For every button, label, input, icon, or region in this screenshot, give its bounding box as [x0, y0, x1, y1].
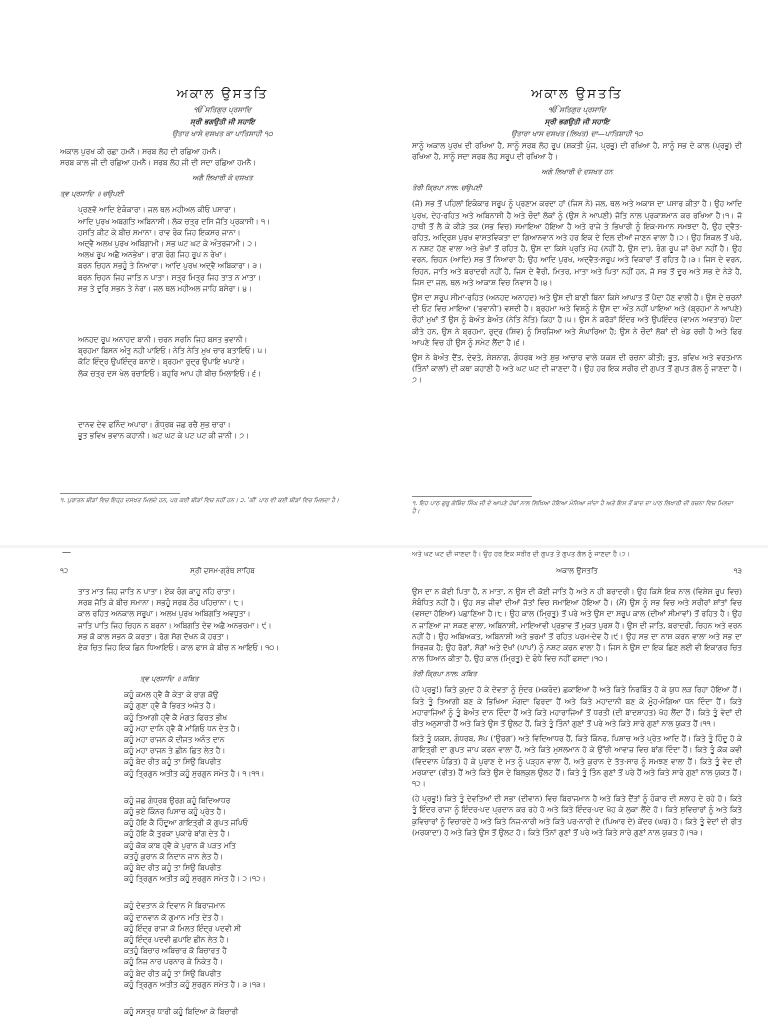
running-head-title: ਸ੍ਰੀ ਦਸਮ-ਗ੍ਰੰਥ ਸਾਹਿਬ	[190, 566, 255, 575]
verse-line: ਜਾਤਿ ਪਾਤਿ ਜਿਹ ਚਿਹਨ ਨ ਬਰਨਾ। ਅਬਿਗਤਿ ਦੇਵ ਅਛੈ ਅਨਭਰਮਾ। ੯।	[78, 620, 272, 630]
footnote-rule	[60, 493, 180, 494]
verse-line: ਕਹੂੰ ਹੋਇ ਕੈ ਹਿੰਦੂਆ ਗਾਇਤ੍ਰੀ ਕੋ ਗੁਪਤ ਜਪਿਓ	[124, 818, 249, 828]
bottom-left-column	[60, 586, 385, 1024]
footnote: ੧. ਇਹ ਪਾਠ ਗੁਰੂ ਗੋਬਿੰਦ ਸਿੰਘ ਜੀ ਦੇ ਆਪਣੇ ਹੱਥਾਂ ਨਾਲ ਲਿਖਿਆ ਹੋਇਆ ਮੰਨਿਆ ਜਾਂਦਾ ਹੈ ਅਤੇ ਇਸ ਤੋਂ ਬਾਦ ਦਾ ਪਾਠ ਲਿਖਾਰੀ ਦੀ ਰਚਨਾ ਵਿਚ ਮਿਲਦਾ ਹੈ।	[412, 500, 733, 515]
translation-paragraph: ਉਸ ਦਾ ਨ ਕੋਈ ਪਿਤਾ ਹੈ, ਨ ਮਾਤਾ, ਨ ਉਸ ਦੀ ਕੋਈ ਜਾਤਿ ਹੈ ਅਤੇ ਨ ਹੀ ਬਰਾਦਰੀ। ਉਹ ਕਿਸੇ ਇਕ ਨਾਲ (ਵਿਸ਼ੇਸ਼ ਰੂਪ ਵਿਚ) ਸੰਬੰਧਿਤ ਨਹੀਂ ਹੈ। ਉਹ ਸਭ ਜੀਵਾਂ ਦੀਆਂ ਜੋਤਾਂ ਵਿਚ ਸਮਾਇਆ ਹੋਇਆ ਹੈ। (ਮੈਂ) ਉਸ ਨੂੰ ਸਭ ਵਿਚ ਅਤੇ ਸਰੀਰਾਂ ਸ਼ਾਂਤਾਂ ਵਿਚ (ਵਸਦਾ ਹੋਇਆ) ਪਛਾਣਿਆ ਹੈ।੮। ਉਹ ਕਾਲ (ਮ੍ਰਿਤੂ) ਤੋਂ ਪਰੇ ਅਤੇ ਉਸ ਦਾ ਸਰੂਪ ਕਾਲ (ਦੀਆਂ ਸੀਮਾਵਾਂ) ਤੋਂ ਰਹਿਤ ਹੈ। ਉਹ ਨ ਜਾਣਿਆ ਜਾ ਸਕਣ ਵਾਲਾ, ਅਬਿਨਾਸ਼ੀ, ਮਾਇਆਵੀ ਪ੍ਰਭਾਵ ਤੋਂ ਮੁਕਤ ਪੁਰਸ਼ ਹੈ। ਉਸ ਦੀ ਜਾਤਿ, ਬਰਾਦਰੀ, ਚਿਹਨ ਅਤੇ ਵਰਨ ਨਹੀਂ ਹੈ। ਉਹ ਅਬਿਅਕਤ, ਅਬਿਨਾਸ਼ੀ ਅਤੇ ਭਰਮਾਂ ਤੋਂ ਰਹਿਤ ਪਰਮ-ਦੇਵ ਹੈ।੯। ਉਹ ਸਭ ਦਾ ਨਾਸ਼ ਕਰਨ ਵਾਲਾ ਅਤੇ ਸਭ ਦਾ ਸਿਰਜਕ ਹੈ; ਉਹ ਰੋਗਾਂ, ਸੋਗਾਂ ਅਤੇ ਦੋਖਾਂ (ਪਾਪਾਂ) ਨੂੰ ਨਸ਼ਟ ਕਰਨ ਵਾਲਾ ਹੈ। ਜਿਸ ਨੇ ਉਸ ਦਾ ਇਕ ਛਿਣ ਲਈ ਵੀ ਇਕਾਗਰ ਚਿਤ ਨਾਲ ਧਿਆਨ ਕੀਤਾ ਹੈ, ਉਹ ਕਾਲ (ਮ੍ਰਿਤੂ) ਦੇ ਫੰਧੇ ਵਿਚ ਨਹੀਂ ਫਸਦਾ।੧੦।	[412, 587, 742, 664]
verse-line: ਅਲਖ ਰੂਪ ਅਛੈ ਅਨਭੇਖਾ। ਰਾਗ ਰੰਗ ਜਿਹ ਰੂਪ ਨ ਰੇਖਾ।	[78, 250, 227, 260]
invocation-bhagauti: ਸ੍ਰੀ ਭਗਉਤੀ ਜੀ ਸਹਾਇ	[544, 117, 610, 126]
verse-line: ਬਰਨ ਚਿਹਨ ਜਿਹ ਜਾਤਿ ਨ ਪਾਤਾ। ਸਤ੍ਰ ਮਿਤ੍ਰ ਜਿਹ ਤਾਤ ਨ ਮਾਤਾ।	[78, 272, 261, 282]
verse-line: ਆਦਿ ਪੁਰਖ ਅਬਗਤਿ ਅਬਿਨਾਸੀ। ਲੋਕ ਚਤ੍ਰ ਦਸਿ ਜੋਤਿ ਪ੍ਰਕਾਸੀ। ੧।	[78, 216, 271, 226]
verse-line: ਪ੍ਰਣਵੋ ਆਦਿ ਏਕੰਕਾਰਾ। ਜਲ ਥਲ ਮਹੀਅਲ ਕੀਓ ਪਸਾਰਾ।	[78, 205, 236, 215]
verse-line: ਕਹੂੰ ਨਿਜ ਨਾਰ ਪਰਨਾਰ ਕੇ ਨਿਕੇਤ ਹੈ।	[124, 957, 223, 967]
verse-line: ਏਕ ਚਿਤ ਜਿਹ ਇਕ ਛਿਨ ਧਿਆਇਓ। ਕਾਲ ਫਾਸ ਕੇ ਬੀਚ ਨ ਆਇਓ। ੧੦।	[78, 643, 280, 653]
page-title: ਅਕਾਲ ਉਸਤਤਿ	[176, 87, 269, 102]
verse-line: ਕਹੂੰ ਤ੍ਰਿਗੁਨ ਅਤੀਤ ਕਹੂੰ ਸੁਰਗੁਨ ਸਮੇਤ ਹੈ। ੨।੧੨।	[124, 874, 266, 884]
verse-line: ਕਹੂੰ ਬੇਦ ਰੀਤ ਕਹੂੰ ਤਾ ਸਿਉ ਬਿਪਰੀਤ	[124, 757, 222, 767]
verse-line: ਕਹੂੰ ਗੁਣਾ ਹ੍ਵੈ ਕੈ ਭਿਰਤ ਅਜੇਤ ਹੈ।	[124, 701, 216, 711]
running-head-title: ਅਕਾਲ ਉਸਤਤਿ	[556, 566, 598, 575]
verse-line: ਹਸਤਿ ਕੀਟ ਕੇ ਬੀਚ ਸਮਾਨਾ। ਰਾਵ ਰੰਕ ਜਿਹ ਇਕਸਰ ਜਾਨਾ।	[78, 227, 241, 237]
invocation-ik-onkar: ੴ ਸਤਿਗੁਰ ਪ੍ਰਸਾਦਿ	[193, 105, 252, 114]
page-title: ਅਕਾਲ ਉਸਤਤਿ	[531, 87, 623, 102]
verse-line: ਕਹੂੰ ਮਹਾ ਰਾਜਨ ਕੋ ਦੀਜਤ ਅਨੰਤ ਦਾਨ	[124, 735, 225, 745]
verse-line: ਕਹੂੰ ਕਮਲ ਹ੍ਵੈ ਕੈ ਕੇਤਾ ਕੇ ਰਾਗ ਕੋਉ	[124, 690, 219, 700]
invocation-ik-onkar: ੴ ਸਤਿਗੁਰ ਪ੍ਰਸਾਦਿ	[548, 105, 606, 114]
verse-line: ਸਭ ਕੋ ਕਾਲ ਸਭਨ ਕੋ ਕਰਤਾ। ਰੋਗ ਸੋਗ ਦੋਖਨ ਕੋ ਹਰਤਾ।	[78, 631, 229, 641]
verse-line: ਕਹੂੰ ਇੰਦ੍ਰ ਰਾਜਾ ਕੋ ਮਿਲਤ ਇੰਦ੍ਰ ਪਦਵੀ ਸੀ	[124, 923, 242, 933]
verse-line: ਸਭ ਤੇ ਦੂਰਿ ਸਭਨ ਤੇ ਨੇਰਾ। ਜਲ ਥਲ ਮਹੀਅਲ ਜਾਹਿ ਬਸੇਰਾ। ੪।	[78, 283, 252, 293]
verse-line: ਦਾਨਵ ਦੇਵ ਫਨਿੰਦ ਅਪਾਰਾ। ਗੰਧ੍ਰਬ ਜਛ ਰਚੈ ਸੁਭ ਚਾਰਾ।	[78, 419, 231, 429]
verse-block	[60, 900, 385, 990]
section-heading: ਤ੍ਵ ਪ੍ਰਸਾਦਿ ॥ ਕਬਿਤ	[140, 675, 199, 684]
verse-line: ਬ੍ਰਹਮਾ ਬਿਸਨ ਅੰਤੁ ਨਹੀ ਪਾਇਓ। ਨੇਤਿ ਨੇਤਿ ਮੁਖ ਚਾਰ ਬਤਾਇਓ। ੫।	[78, 346, 267, 356]
verse-block	[60, 334, 385, 379]
page-number: ੧੩	[733, 566, 742, 575]
section-heading: ਅਗੈ ਲਿਖਾਰੀ ਕੇ ਦਸਖਤ	[192, 174, 253, 183]
verse-line: ਕਹੂੰ ਬੇਦ ਰੀਤ ਕਹੂੰ ਤਾ ਸਿਉ ਬਿਪਰੀਤ	[124, 863, 222, 873]
verse-block	[60, 795, 385, 885]
verse-line: ਬਰਨ ਚਿਹਨ ਸਭਹੂੰ ਤੇ ਨਿਆਰਾ। ਆਦਿ ਪੁਰਖ ਅਦ੍ਵੈ ਅਬਿਕਾਰਾ। ੩।	[78, 261, 262, 271]
translation-paragraph: ਉਸ ਨੇ ਬੇਅੰਤ ਦੈਂਤ, ਦੇਵਤੇ, ਸ਼ੇਸ਼ਨਾਗ, ਗੰਧਰਬ ਅਤੇ ਸ਼ੁਭ ਆਚਾਰ ਵਾਲੇ ਯਕਸ਼ ਦੀ ਰਚਨਾ ਕੀਤੀ; ਭੂਤ, ਭਵਿਖ ਅਤੇ ਵਰਤਮਾਨ (ਤਿੰਨਾਂ ਕਾਲਾਂ) ਦੀ ਕਥਾ ਕਹਾਣੀ ਹੈ ਅਤੇ ਘਟ ਘਟ ਦੀ ਜਾਣਦਾ ਹੈ। ਉਹ ਹਰ ਇਕ ਸਰੀਰ ਦੀ ਗੁਪਤ ਤੋਂ ਗੁਪਤ ਗੱਲ ਨੂੰ ਜਾਣਦਾ ਹੈ।੭।	[412, 353, 742, 385]
footnote-rule	[412, 496, 532, 497]
verse-line: ਕਾਲ ਰਹਿਤ ਅਨਕਾਲ ਸਰੂਪਾ। ਅਲਖ ਪੁਰਖ ਅਬਿਗਤਿ ਅਵਧੂਤਾ।	[78, 609, 251, 619]
translation-paragraph: ਉਸ ਦਾ ਸਰੂਪ ਸੀਮਾ-ਰਹਿਤ (ਅਨਹਦ ਅਨਾਹਦ) ਅਤੇ ਉਸ ਦੀ ਬਾਣੀ ਬਿਨਾ ਕਿਸੇ ਆਘਾਤ ਤੋਂ ਪੈਦਾ ਹੋਣ ਵਾਲੀ ਹੈ। ਉਸ ਦੇ ਚਰਨਾਂ ਦੀ ਓਟ ਵਿਚ ਮਾਇਆ (‘ਭਵਾਨੀ’) ਵਸਦੀ ਹੈ। ਬ੍ਰਹਮਾ ਅਤੇ ਵਿਸ਼ਨੂੰ ਨੇ ਉਸ ਦਾ ਅੰਤ ਨਹੀਂ ਪਾਇਆ ਅਤੇ (ਬ੍ਰਹਮਾ ਨੇ ਆਪਣੇ) ਚੌਹਾਂ ਮੁਖਾਂ ਤੋਂ ਉਸ ਨੂੰ ਬੇਅੰਤ ਬੇਅੰਤ (ਨੇਤਿ ਨੇਤਿ) ਕਿਹਾ ਹੈ।੫। ਉਸ ਨੇ ਕਰੋੜਾਂ ਇੰਦਰ ਅਤੇ ਉਪਇੰਦਰ (ਵਾਮਨ ਅਵਤਾਰ) ਪੈਦਾ ਕੀਤੇ ਹਨ, ਉਸ ਨੇ ਬ੍ਰਹਮਾ, ਰੁਦ੍ਰ (ਸ਼ਿਵ) ਨੂੰ ਸਿਰਜਿਆ ਅਤੇ ਸੰਘਾਰਿਆ ਹੈ; ਉਸ ਨੇ ਚੌਦਾਂ ਲੋਕਾਂ ਦੀ ਖੇਡ ਰਚੀ ਹੈ ਅਤੇ ਫਿਰ ਆਪਣੇ ਵਿਚ ਹੀ ਉਸ ਨੂੰ ਸਮੇਟ ਲੈਂਦਾ ਹੈ।੬।	[412, 293, 742, 347]
verse-line: ਅਨਹਦ ਰੂਪ ਅਨਾਹਦ ਬਾਨੀ। ਚਰਨ ਸਰਨਿ ਜਿਹ ਬਸਤ ਭਵਾਨੀ।	[78, 335, 248, 345]
verse-line: ਕੋਟਿ ਇੰਦ੍ਰ ਉਪਇੰਦ੍ਰ ਬਨਾਏ। ਬ੍ਰਹਮਾ ਰੁਦ੍ਰ ਉਪਾਇ ਖਪਾਏ।	[78, 357, 245, 367]
section-heading: ਤ੍ਵ ਪ੍ਰਸਾਦਿ ॥ ਚਉਪਈ	[60, 190, 124, 199]
section-heading: ਤੇਰੀ ਕ੍ਰਿਪਾ ਨਾਲ: ਚਉਪਈ	[412, 184, 482, 193]
invocation-utar: ਉਤਾਰ ਖਾਸੇ ਦਸਖਤ ਕਾ ਪਾਤਿਸਾਹੀ ੧੦	[172, 129, 273, 138]
translation-paragraph: (ਹੇ ਪ੍ਰਭੂ!) ਕਿਤੇ ਕੁਮੁਦ ਹੋ ਕੇ ਦੇਵਤਾ ਨੂੰ ਸੁੰਦਰ (ਮਕਰੰਦ) ਛਕਾਇਆ ਹੈ ਅਤੇ ਕਿਤੇ ਨਿਰਬਿੰਤ ਹੋ ਕੇ ਯੁਧ ਲੜ ਰਿਹਾ ਹੋਇਆ ਹੈਂ। ਕਿਤੇ ਤੂੰ ਤਿਆਗੀ ਬਣ ਕੇ ਭਿਖਿਆ ਮੰਗਦਾ ਫਿਰਦਾ ਹੈਂ ਅਤੇ ਕਿਤੇ ਮਹਾਦਾਨੀ ਬਣ ਕੇ ਮੂੰਹ-ਮੰਗਿਆ ਧਨ ਦਿੰਦਾ ਹੈਂ। ਕਿਤੇ ਮਹਾਰਾਜਿਆਂ ਨੂੰ ਤੂੰ ਬੇਅੰਤ ਦਾਨ ਦਿੰਦਾ ਹੈਂ ਅਤੇ ਕਿਤੇ ਮਹਾਰਾਜਿਆਂ ਤੋਂ ਧਰਤੀ (ਦੀ ਬਾਦਸ਼ਾਹਤ) ਖੋਹ ਲੈਂਦਾ ਹੈਂ। ਕਿਤੇ ਤੂੰ ਵੇਦਾਂ ਦੀ ਰੀਤ ਅਨੁਸਾਰੀ ਹੈਂ ਅਤੇ ਕਿਤੇ ਉਸ ਤੋਂ ਉਲਟ ਹੈਂ, ਕਿਤੇ ਤੂੰ ਤਿੰਨਾਂ ਗੁਣਾਂ ਤੋਂ ਪਰੇ ਅਤੇ ਕਿਤੇ ਸਾਰੇ ਗੁਣਾਂ ਨਾਲ ਯੁਕਤ ਹੈਂ।੧੧।	[412, 685, 742, 729]
verse-block	[60, 586, 385, 653]
verse-line: ਕਤਹੂੰ ਬਿਚਾਰ ਅਬਿਚਾਰ ਕੋ ਬਿਚਾਰਤ ਹੈ	[124, 946, 227, 956]
verse-line: ਕਹੂੰ ਮਹਾ ਦਾਨਿ ਹ੍ਵੈ ਕੈ ਮਾਂਗਿਓ ਧਨ ਦੇਤ ਹੈ।	[124, 723, 241, 733]
translation-paragraph: (ਜੋ) ਸਭ ਤੋਂ ਪਹਿਲਾਂ ਇਕੰਕਾਰ ਸਰੂਪ ਨੂੰ ਪ੍ਰਣਾਮ ਕਰਦਾ ਹਾਂ (ਜਿਸ ਨੇ) ਜਲ, ਥਲ ਅਤੇ ਅਕਾਸ਼ ਦਾ ਪਸਾਰ ਕੀਤਾ ਹੈ। ਉਹ ਆਦਿ ਪੁਰਖ, ਦੇਹ-ਰਹਿਤ ਅਤੇ ਅਬਿਨਾਸ਼ੀ ਹੈ ਅਤੇ ਚੌਦਾਂ ਲੋਕਾਂ ਨੂੰ (ਉਸ ਨੇ ਆਪਣੀ) ਜੋਤਿ ਨਾਲ ਪ੍ਰਕਾਸ਼ਮਾਨ ਕਰ ਰਖਿਆ ਹੈ।੧। ਜੋ ਹਾਥੀ ਤੋਂ ਲੈ ਕੇ ਕੀੜੇ ਤਕ (ਸਭ ਵਿਚ) ਸਮਾਇਆ ਹੋਇਆ ਹੈ ਅਤੇ ਰਾਜੇ ਤੇ ਭਿਖਾਰੀ ਨੂੰ ਇਕ-ਸਮਾਨ ਸਮਝਦਾ ਹੈ, ਉਹ ਦ੍ਵੈਤ-ਰਹਿਤ, ਅਦ੍ਰਿਸ਼ ਪੁਰਖ ਵਾਸਤਵਿਕਤਾ ਦਾ ਗਿਆਨਵਾਨ ਅਤੇ ਹਰ ਇਕ ਦੇ ਦਿਲ ਦੀਆਂ ਜਾਣਨ ਵਾਲਾ ਹੈ।੨। ਉਹ ਸ਼ਿਕਲ ਤੋਂ ਪਰੇ, ਨ ਨਸ਼ਟ ਹੋਣ ਵਾਲਾ ਅਤੇ ਭੇਖਾਂ ਤੋਂ ਰਹਿਤ ਹੈ, ਉਸ ਦਾ ਕਿਸੇ ਪ੍ਰਤਿ ਮੋਹ (ਨਹੀਂ ਹੈ, ਉਸ ਦਾ), ਰੰਗ ਰੂਪ ਜਾਂ ਰੇਖਾ ਨਹੀਂ ਹੈ। ਉਹ ਵਰਨ, ਚਿਹਨ (ਆਦਿ) ਸਭ ਤੋਂ ਨਿਆਰਾ ਹੈ; ਉਹ ਆਦਿ ਪੁਰਖ, ਅਦ੍ਵੈਤ-ਸਰੂਪ ਅਤੇ ਵਿਕਾਰਾਂ ਤੋਂ ਰਹਿਤ ਹੈ।੩। ਜਿਸ ਦੇ ਵਰਨ, ਚਿਹਨ, ਜਾਤਿ ਅਤੇ ਬਰਾਦਰੀ ਨਹੀਂ ਹੈ, ਜਿਸ ਦੇ ਵੈਰੀ, ਮਿਤਰ, ਮਾਤਾ ਅਤੇ ਪਿਤਾ ਨਹੀਂ ਹਨ, ਜੋ ਸਭ ਤੋਂ ਦੂਰ ਅਤੇ ਸਭ ਦੇ ਨੇੜੇ ਹੈ, ਜਿਸ ਦਾ ਜਲ, ਥਲ ਅਤੇ ਆਕਾਸ਼ ਵਿਚ ਨਿਵਾਸ ਹੈ।੪।	[412, 199, 742, 287]
top-left-column	[60, 0, 385, 545]
footnote: ੧. ਪੁਰਾਤਨ ਬੀੜਾਂ ਵਿਚ ਇਹ੍ਹ ਦਸਖਤ ਮਿਲਦੇ ਹਨ, ਪਰ ਕਈ ਬੀੜਾਂ ਵਿਚ ਨਹੀਂ ਹਨ। ੨. 'ਕੀ' ਪਾਠ ਵੀ ਕਈ ਬੀੜਾਂ ਵਿਚ ਮਿਲਦਾ ਹੈ।	[60, 497, 340, 504]
translation-paragraph: ਕਿਤੇ ਤੂੰ ਯਕਸ਼, ਗੰਧਰਬ, ਸੱਪ (‘ਉਰਗ’) ਅਤੇ ਵਿਦਿਆਧਰ ਹੈਂ, ਕਿਤੇ ਕਿੰਨਰ, ਪਿਸ਼ਾਚ ਅਤੇ ਪ੍ਰੇਤ ਆਦਿ ਹੈਂ। ਕਿਤੇ ਤੂੰ ਹਿੰਦੂ ਹੋ ਕੇ ਗਾਇਤ੍ਰੀ ਦਾ ਗੁਪਤ ਜਾਪ ਕਰਨ ਵਾਲਾ ਹੈਂ, ਅਤੇ ਕਿਤੇ ਮੁਸਲਮਾਨ ਹੋ ਕੇ ਉੱਚੀ ਆਵਾਜ਼ ਵਿਚ ਬਾਂਗ ਦਿੰਦਾ ਹੈਂ। ਕਿਤੇ ਤੂੰ ਕੋਕ ਕਵੀ (ਵਿਦਵਾਨ ਪੰਡਿਤ) ਹੋ ਕੇ ਪੁਰਾਣ ਦੇ ਮਤ ਨੂੰ ਪੜ੍ਹਨ ਵਾਲਾ ਹੈਂ, ਅਤੇ ਕੁਰਾਨ ਦੇ ਤੱਤ-ਸਾਰ ਨੂੰ ਸਮਝਣ ਵਾਲਾ ਹੈਂ। ਕਿਤੇ ਤੂੰ ਵੇਦ ਦੀ ਮਰਯਾਦਾ (ਰੀਤ) ਹੈਂ ਅਤੇ ਕਿਤੇ ਉਸ ਦੇ ਬਿਲਕੁਲ ਉਲਟ ਹੈਂ। ਕਿਤੇ ਤੂੰ ਤਿੰਨ ਗੁਣਾਂ ਤੋਂ ਪਰੇ ਹੈਂ ਅਤੇ ਕਿਤੇ ਸਾਰੇ ਗੁਣਾਂ ਨਾਲ ਯੁਕਤ ਹੈਂ।੧੨।	[412, 734, 742, 789]
verse-line: ਕਹੂੰ ਬੇਦ ਰੀਤ ਕਹੂੰ ਤਾ ਸਿਉ ਬਿਪਰੀਤ	[124, 968, 222, 978]
verse-line: ਕਹੂੰ ਮਹਾ ਰਾਜਨ ਤੇ ਛੀਨ ਛਿਤ ਲੇਤ ਹੈ।	[124, 746, 226, 756]
verse-line: ਕਹੂੰ ਦਾਨਵਾਨ ਕੋ ਗੁਮਾਨ ਮਤਿ ਦੇਤ ਹੈ।	[124, 912, 224, 922]
verse-line: ਲੋਕ ਚਤ੍ਰ ਦਸ ਖੇਲ ਰਚਾਇਓ। ਬਹੁਰਿ ਆਪ ਹੀ ਬੀਚ ਮਿਲਾਇਓ। ੬।	[78, 368, 261, 378]
verse-line: ਅਦ੍ਵੈ ਅਲਖ ਪੁਰਖ ਅਬਿਗਾਮੀ। ਸਭ ਘਟ ਘਟ ਕੇ ਅੰਤਰਜਾਮੀ। ੨।	[78, 239, 257, 249]
verse-line: ਕਹੂੰ ਹੋਇ ਕੈ ਤੁਰਕਾ ਪੁਕਾਰੇ ਬਾਂਗ ਦੇਤ ਹੈ।	[124, 829, 230, 839]
section-heading: ਅਗੇ ਲਿਖਾਰੀ ਦੇ ਦਸਖਤ ਹਨ	[541, 168, 613, 177]
page-number: ੧੨	[60, 566, 69, 575]
bottom-right-column	[412, 586, 742, 1024]
verse-block	[60, 1006, 385, 1017]
verse-line: ਕਹੂੰ ਕੋਕ ਕਾਬ ਹ੍ਵੈ ਕੇ ਪੁਰਾਨ ਕੋ ਪੜਤ ਮਤਿ	[124, 840, 236, 850]
opening-line: ਅਕਾਲ ਪੁਰਖ ਕੀ ਰਛਾ ਹਮਨੈ। ਸਰਬ ਲੋਹ ਦੀ ਰਛਿਆ ਹਮਨੈ।	[60, 147, 222, 156]
translation-heading: ਉਤਾਰਾ ਖਾਸ ਦਸਖਤ (ਲਿਖਤ) ਦਾ—ਪਾਤਿਸ਼ਾਹੀ ੧੦	[511, 129, 643, 138]
cut-text-line: ਅਤੇ ਘਟ ਘਟ ਦੀ ਜਾਣਦਾ ਹੈ। ਉਹ ਹਰ ਇਕ ਸਰੀਰ ਦੀ ਗੁਪਤ ਤੋਂ ਗੁਪਤ ਗੱਲ ਨੂੰ ਜਾਣਦਾ ਹੈ।੭।	[412, 550, 630, 558]
verse-line: ਸਰਬ ਜੋਤਿ ਕੇ ਬੀਚ ਸਮਾਨਾ। ਸਭਹੂੰ ਸਰਬ ਠੌਰ ਪਹਿਚਾਨਾ। ੮।	[78, 598, 244, 608]
opening-line: ਸਰਬ ਕਾਲ ਜੀ ਦੀ ਰਛਿਆ ਹਮਨੈ। ਸਰਬ ਲੋਹ ਜੀ ਦੀ ਸਦਾ ਰਛਿਆ ਹਮਨੈ।	[60, 158, 257, 168]
translation-paragraph: (ਹੇ ਪ੍ਰਭੂ!) ਕਿਤੇ ਤੂੰ ਦੇਵਤਿਆਂ ਦੀ ਸਭਾ (ਦੀਵਾਨ) ਵਿਚ ਬਿਰਾਜਮਾਨ ਹੈ ਅਤੇ ਕਿਤੇ ਦੈਂਤਾਂ ਨੂੰ ਹੰਕਾਰ ਦੀ ਸਲਾਹ ਦੇ ਰਹੇ ਹੋ। ਕਿਤੇ ਤੂੰ ਇੰਦਰ ਰਾਜਾ ਨੂੰ ਇੰਦਰ-ਪਦ ਪ੍ਰਦਾਨ ਕਰ ਰਹੇ ਹੋ ਅਤੇ ਕਿਤੇ ਇੰਦਰ-ਪਦ ਖੋਹ ਕੇ ਲੁਕਾ ਲੈਂਦੇ ਹੋ। ਕਿਤੇ ਸੁਵਿਚਾਰਾਂ ਨੂੰ ਅਤੇ ਕਿਤੇ ਕੁਵਿਚਾਰਾਂ ਨੂੰ ਵਿਚਾਰਦੇ ਹੋ ਅਤੇ ਕਿਤੇ ਨਿਜ-ਨਾਰੀ ਅਤੇ ਕਿਤੇ ਪਰ-ਨਾਰੀ ਦੇ (ਪਿਆਰ ਦੇ) ਕੇਂਦਰ (ਘਰ) ਹੋ। ਕਿਤੇ ਤੂੰ ਵੇਦਾਂ ਦੀ ਰੀਤ (ਮਰਯਾਦਾ) ਹੋ ਅਤੇ ਕਿਤੇ ਉਸ ਤੋਂ ਉਲਟ ਹੋ। ਕਿਤੇ ਤਿੰਨਾਂ ਗੁਣਾਂ ਤੋਂ ਪਰੇ ਅਤੇ ਕਿਤੇ ਸਾਰੇ ਗੁਣਾਂ ਨਾਲ ਯੁਕਤ ਹੋ।੧੩।	[412, 794, 742, 837]
verse-line: ਭੂਤ ਭਵਿਖ ਭਵਾਨ ਕਹਾਨੀ। ਘਟ ਘਟ ਕੇ ਪਟ ਪਟ ਕੀ ਜਾਨੀ। ੭।	[78, 431, 250, 441]
bottom-page	[0, 548, 768, 1024]
verse-block	[60, 419, 385, 441]
verse-line: ਕਹੂੰ ਇੰਦ੍ਰ ਪਦਵੀ ਛਪਾਇ ਛੀਨ ਲੇਤ ਹੈ।	[124, 935, 230, 945]
verse-line: ਤਾਤ ਮਾਤ ਜਿਹ ਜਾਤਿ ਨ ਪਾਤਾ। ਏਕ ਰੰਗ ਕਾਹੂ ਨਹਿ ਰਾਤਾ।	[78, 587, 236, 596]
verse-line: ਕਹੂੰ ਤ੍ਰਿਗੁਨ ਅਤੀਤ ਕਹੂੰ ਸੁਰਗੁਨ ਸਮੇਤ ਹੈ। ੧।੧੧।	[124, 768, 265, 778]
verse-line: ਕਹੂੰ ਤ੍ਰਿਗੁਨ ਅਤੀਤ ਕਹੂੰ ਸੁਰਗੁਨ ਸਮੇਤ ਹੈ। ੩।੧੩।	[124, 979, 266, 989]
translation-paragraph: ਸਾਨੂੰ ਅਕਾਲ ਪੁਰਖ ਦੀ ਰਖਿਆ ਹੈ, ਸਾਨੂੰ ਸਰਬ ਲੋਹ ਰੂਪ (ਸ਼ਕਤੀ ਪੁੰਜ, ਪ੍ਰਭੂ) ਦੀ ਰਖਿਆ ਹੈ, ਸਾਨੂੰ ਸਭ ਦੇ ਕਾਲ (ਪ੍ਰਭੂ) ਦੀ ਰਖਿਆ ਹੈ, ਸਾਨੂੰ ਸਦਾ ਸਰਬ ਲੋਹ ਸਰੂਪ ਦੀ ਰਖਿਆ ਹੈ।	[412, 141, 742, 162]
verse-line: ਕਹੂੰ ਜਛ ਗੰਧ੍ਰਬ ਉਰਗ ਕਹੂੰ ਬਿਦਿਆਧਰ	[124, 795, 231, 805]
verse-block	[60, 689, 385, 779]
verse-block	[60, 204, 385, 294]
verse-line: ਕਹੂੰ ਦੇਵਤਾਨ ਕੇ ਦਿਵਾਨ ਮੈ ਬਿਰਾਜਮਾਨ	[124, 901, 225, 911]
invocation-bhagauti: ਸ੍ਰੀ ਭਗਉਤੀ ਜੀ ਸਹਾਇ	[190, 117, 255, 126]
verse-line: ਕਹੂੰ ਸਸਤ੍ਰ ਧਾਰੀ ਕਹੂੰ ਬਿਦਿਆ ਕੇ ਬਿਚਾਰੀ	[124, 1007, 239, 1017]
verse-line: ਕਤਹੂੰ ਕੁਰਾਨ ਕੋ ਨਿਦਾਨ ਜਾਨ ਲੇਤ ਹੈ।	[124, 851, 224, 861]
top-right-column	[412, 0, 742, 545]
verse-line: ਕਹੂੰ ਤਿਆਗੀ ਹ੍ਵੈ ਕੈ ਮੰਗਤ ਫਿਰਤ ਭੀਖ	[124, 712, 228, 722]
verse-line: ਕਹੂੰ ਭਏ ਕਿੰਨਰ ਪਿਸਾਚ ਕਹੂੰ ਪ੍ਰੇਤ ਹੈ।	[124, 807, 227, 817]
cut-mark: —	[62, 548, 71, 558]
section-heading: ਤੇਰੀ ਕ੍ਰਿਪਾ ਨਾਲ: ਕਬਿਤ	[412, 670, 477, 679]
